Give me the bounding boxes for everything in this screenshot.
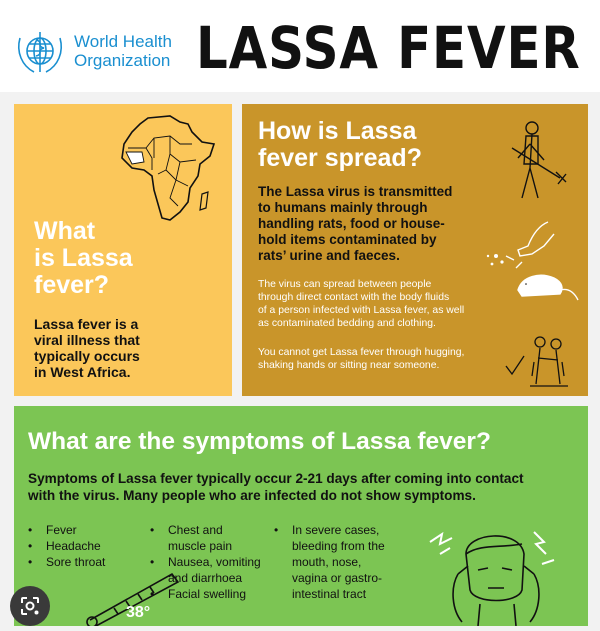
how-lead-line4: hold items contaminated by: [258, 232, 437, 247]
what-is-title-line2: is Lassa: [34, 244, 133, 272]
symptoms-lead-line1: Symptoms of Lassa fever typically occur 2-21 days after coming into contact: [28, 471, 524, 486]
how-spread-title: [258, 118, 498, 172]
symptom-chest-line1: • Chest and: [168, 523, 223, 537]
how-p1-line3: of a person infected with Lassa fever, as well: [258, 305, 465, 316]
symptoms-panel: [14, 406, 588, 626]
symptom-item: • Sore throat: [26, 554, 146, 570]
symptom-item: [148, 522, 272, 554]
person-with-broom-icon: [508, 118, 568, 210]
symptom-nausea-line2: and diarrhoea: [168, 571, 243, 585]
how-spread-title-line2: fever spread?: [258, 144, 422, 172]
lens-icon: [10, 586, 50, 626]
how-lead-line1: The Lassa virus is transmitted: [258, 184, 453, 199]
lens-button[interactable]: [10, 586, 50, 626]
symptoms-lead-line2: with the virus. Many people who are infected do not show symptoms.: [28, 488, 476, 503]
hand-and-rat-icon: [478, 216, 582, 304]
how-spread-lead: [258, 184, 508, 264]
who-name: [74, 32, 172, 70]
what-is-title: [34, 218, 224, 299]
what-is-text-line3: typically occurs: [34, 348, 140, 364]
how-lead-line3: handling rats, food or house-: [258, 216, 445, 231]
how-p1-line2: through direct contact with the body fluids: [258, 292, 450, 303]
symptom-severe-line4: vagina or gastro-: [292, 571, 383, 585]
how-spread-title-line1: How is Lassa: [258, 117, 417, 145]
symptom-severe-line2: bleeding from the: [292, 539, 385, 553]
symptom-chest-line2: muscle pain: [168, 539, 233, 553]
africa-map-icon: [118, 114, 216, 224]
no-transmission-hug-icon: [504, 332, 572, 390]
header: [0, 0, 600, 92]
how-spread-contact-text: [258, 278, 514, 330]
symptom-nausea-line1: • Nausea, vomiting: [168, 555, 261, 569]
what-is-text: [34, 316, 214, 380]
what-is-title-line3: fever?: [34, 271, 110, 299]
how-lead-line5: rats’ urine and faeces.: [258, 248, 400, 263]
page-title: LASSA FEVER: [196, 14, 581, 82]
how-p2-line1: You cannot get Lassa fever through hugging,: [258, 347, 465, 358]
who-name-line2: Organization: [74, 51, 171, 70]
symptom-list-col1: [26, 522, 146, 570]
how-spread-panel: [242, 104, 588, 396]
how-spread-safe-text: [258, 346, 514, 372]
how-p2-line2: shaking hands or sitting near someone.: [258, 360, 440, 371]
what-is-text-line4: in West Africa.: [34, 364, 131, 380]
symptoms-title: What are the symptoms of Lassa fever?: [28, 428, 491, 455]
symptom-severe-line1: • In severe cases,: [292, 523, 380, 537]
what-is-text-line2: viral illness that: [34, 332, 140, 348]
how-p1-line1: The virus can spread between people: [258, 279, 432, 290]
how-p1-line4: as contaminated bedding and clothing.: [258, 318, 436, 329]
what-is-text-line1: Lassa fever is a: [34, 316, 139, 332]
symptom-item: • Headache: [26, 538, 146, 554]
symptoms-lead: [28, 470, 568, 504]
who-emblem-icon: [14, 28, 66, 74]
how-lead-line2: to humans mainly through: [258, 200, 428, 215]
thermometer-label: 38°: [126, 604, 151, 621]
symptom-list-col3: [272, 522, 402, 602]
symptom-item: • Facial swelling: [148, 586, 272, 602]
symptom-item: • Fever: [26, 522, 146, 538]
symptom-severe-line3: mouth, nose,: [292, 555, 362, 569]
symptom-item: [272, 522, 402, 602]
who-name-line1: World Health: [74, 32, 172, 51]
what-is-panel: [14, 104, 232, 396]
what-is-title-line1: What: [34, 217, 96, 245]
headache-person-icon: [422, 514, 572, 626]
symptom-severe-line5: intestinal tract: [292, 587, 367, 601]
